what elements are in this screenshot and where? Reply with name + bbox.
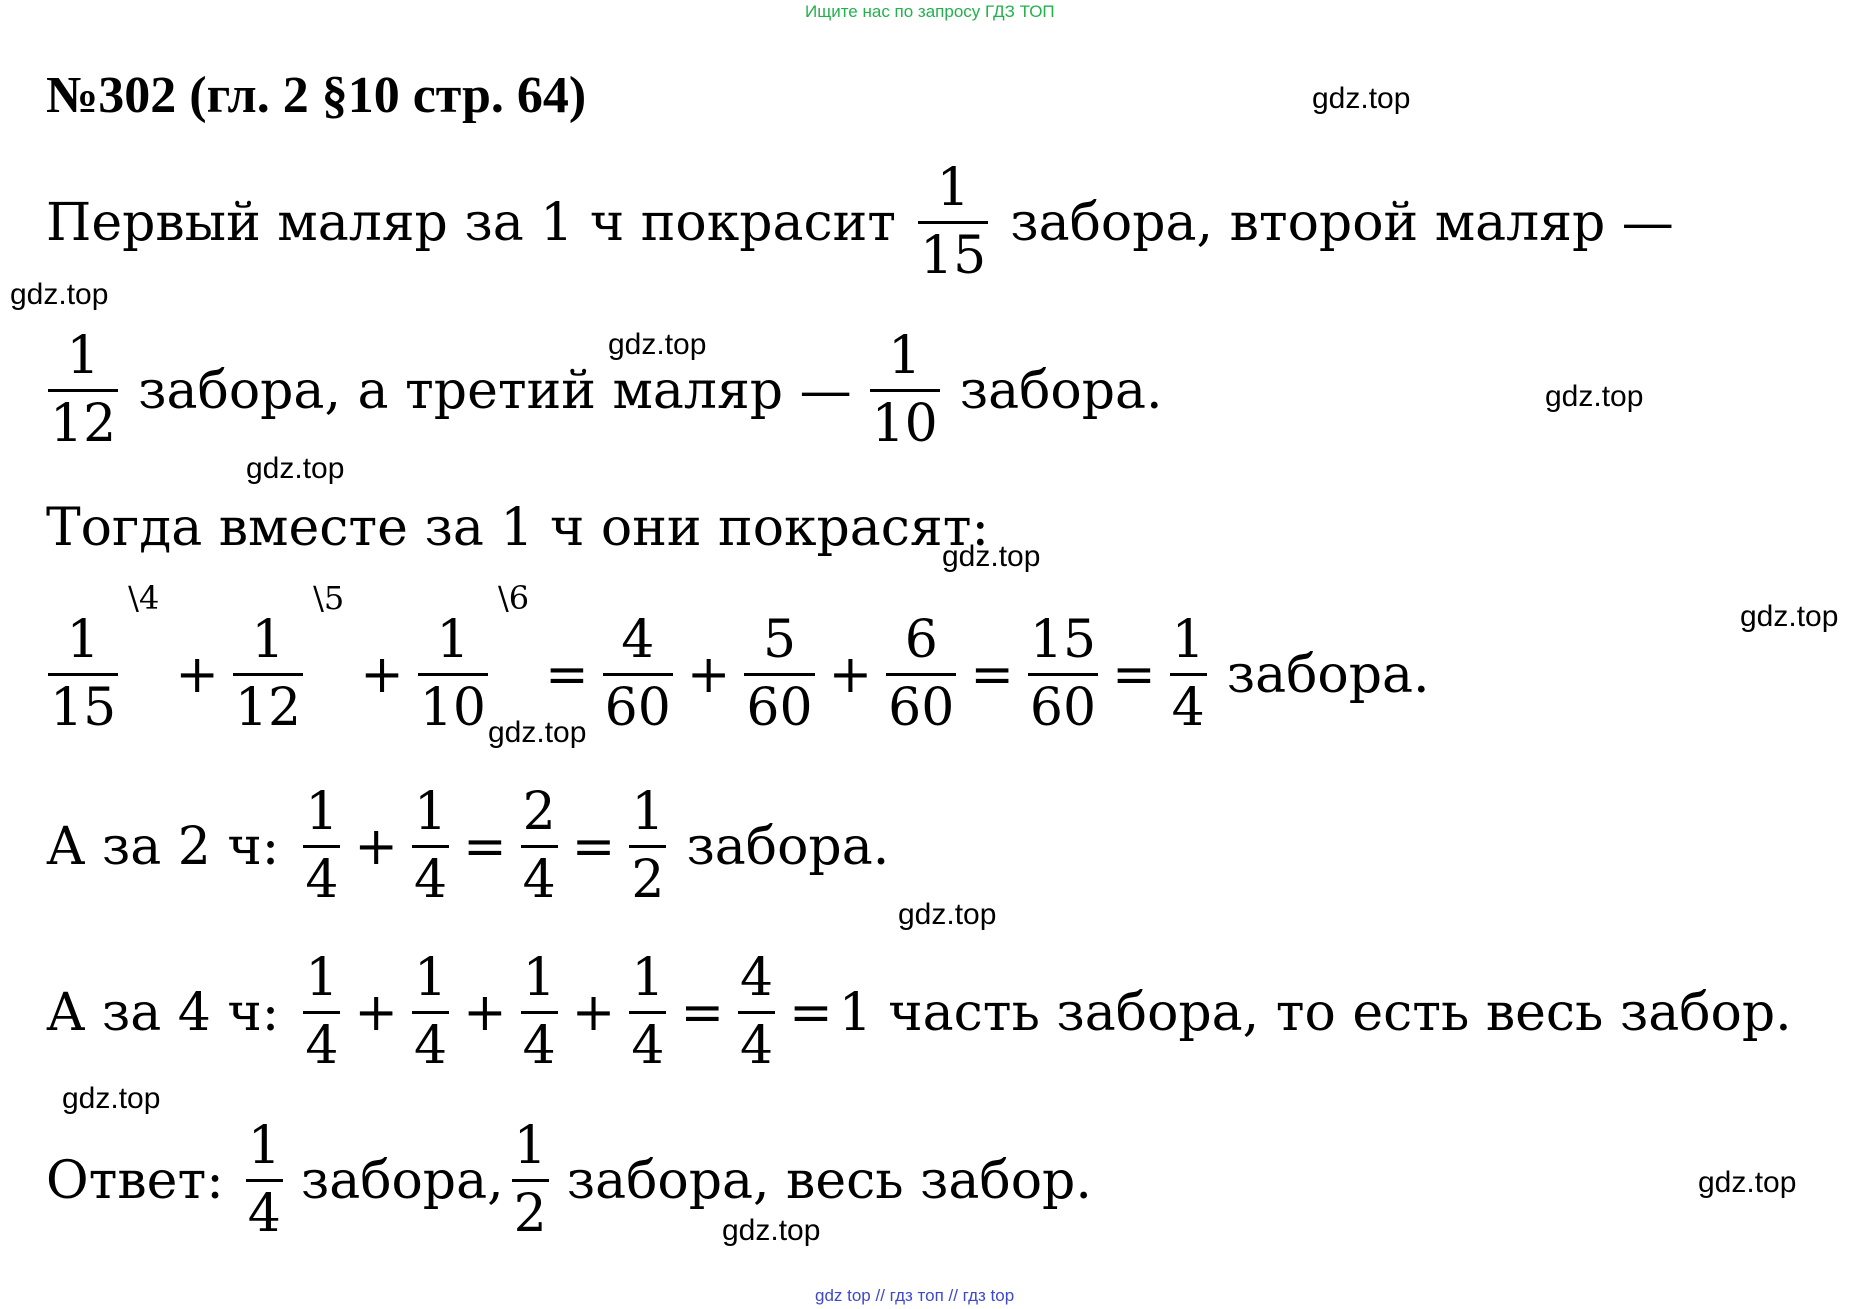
fraction: [1028, 612, 1098, 737]
numerator: 6: [904, 610, 938, 670]
watermark: gdz.top: [608, 328, 707, 361]
denominator: 4: [412, 845, 449, 909]
answer-line: [46, 1118, 1092, 1243]
fraction: [918, 160, 988, 285]
numerator: 1: [513, 1116, 547, 1176]
fraction: [246, 1118, 283, 1243]
fraction: [412, 950, 449, 1075]
denominator: 4: [738, 1011, 775, 1075]
denominator: 60: [886, 673, 956, 737]
watermark: gdz.top: [488, 716, 587, 749]
line6-label: А за 4 ч:: [46, 982, 280, 1043]
numerator: 1: [305, 782, 339, 842]
fraction: [521, 784, 558, 909]
watermark: gdz.top: [942, 540, 1041, 573]
plus-sign: +: [571, 982, 616, 1043]
line2-text-a: забора, а третий маляр —: [138, 360, 852, 421]
numerator: 4: [740, 948, 774, 1008]
fraction: [521, 950, 558, 1075]
fraction: [412, 784, 449, 909]
watermark: gdz.top: [898, 898, 997, 931]
equals-sign: =: [789, 982, 833, 1043]
fraction: [418, 612, 488, 737]
answer-mid: забора,: [300, 1150, 504, 1211]
plus-sign: +: [354, 982, 398, 1043]
denominator: 4: [412, 1011, 449, 1075]
numerator: 1: [414, 782, 448, 842]
line1-text-b: забора, второй маляр —: [1010, 192, 1674, 253]
denominator: 4: [303, 845, 340, 909]
numerator: 5: [762, 610, 797, 670]
watermark: gdz.top: [1698, 1166, 1797, 1199]
line5-label: А за 2 ч:: [46, 816, 280, 877]
denominator: 60: [744, 673, 814, 737]
numerator: 1: [1171, 610, 1205, 670]
numerator: 1: [631, 948, 665, 1008]
page-title: №302 (гл. 2 §10 стр. 64): [46, 67, 587, 124]
watermark: gdz.top: [246, 452, 345, 485]
line5-tail: забора.: [686, 816, 890, 877]
plus-sign: +: [175, 644, 219, 705]
text-line-2: [40, 328, 1163, 453]
denominator: 2: [512, 1179, 549, 1243]
fraction: [512, 1118, 549, 1243]
plus-sign: +: [354, 816, 398, 877]
watermark: gdz.top: [62, 1082, 161, 1115]
equals-sign: =: [680, 982, 725, 1043]
denominator: 4: [246, 1179, 283, 1243]
equation-line-4: [40, 579, 1430, 739]
denominator: 12: [48, 389, 118, 453]
plus-sign: +: [828, 644, 873, 705]
bottom-note: gdz top // гдз топ // гдз top: [815, 1286, 1015, 1305]
equals-sign: =: [571, 816, 616, 877]
answer-tail: забора, весь забор.: [566, 1150, 1092, 1211]
fraction: [48, 328, 118, 453]
text-line-1: [46, 160, 1674, 285]
denominator: 10: [870, 389, 940, 453]
numerator: 1: [66, 610, 100, 670]
fraction: [629, 950, 666, 1075]
denominator: 4: [521, 1011, 558, 1075]
numerator: 4: [621, 610, 655, 670]
fraction: [603, 612, 673, 737]
numerator: 1: [936, 158, 970, 218]
denominator: 4: [303, 1011, 340, 1075]
denominator: 60: [1028, 673, 1098, 737]
equals-sign: =: [545, 644, 589, 705]
numerator: 1: [247, 1116, 281, 1176]
plus-sign: +: [360, 644, 404, 705]
denominator: 4: [1170, 673, 1207, 737]
watermark: gdz.top: [722, 1214, 821, 1247]
watermark: gdz.top: [1545, 380, 1644, 413]
equals-sign: =: [1112, 644, 1156, 705]
plus-sign: +: [686, 644, 731, 705]
numerator: 1: [66, 326, 100, 386]
plus-sign: +: [463, 982, 507, 1043]
line2-text-b: забора.: [959, 360, 1163, 421]
top-note: Ищите нас по запросу ГДЗ ТОП: [805, 2, 1055, 21]
denominator: 12: [233, 673, 303, 737]
denominator: 10: [418, 673, 488, 737]
fraction: [48, 612, 118, 737]
line3-text: Тогда вместе за 1 ч они покрасят:: [46, 498, 990, 558]
denominator: 15: [48, 673, 118, 737]
fraction: [1170, 612, 1207, 737]
fraction: [303, 950, 340, 1075]
equation-line-5: [46, 784, 889, 909]
line1-text-a: Первый маляр за 1 ч покрасит: [46, 192, 897, 253]
denominator: 60: [603, 673, 673, 737]
watermark: gdz.top: [1740, 600, 1839, 633]
equals-sign: =: [970, 644, 1014, 705]
answer-label: Ответ:: [46, 1150, 224, 1211]
watermark: gdz.top: [10, 278, 109, 311]
numerator: 15: [1029, 610, 1097, 670]
denominator: 2: [629, 845, 666, 909]
fraction: [870, 328, 940, 453]
fraction: [886, 612, 956, 737]
line4-tail: забора.: [1226, 644, 1430, 705]
fraction: [744, 612, 814, 737]
fraction: [303, 784, 340, 909]
extra-factor: \6: [497, 579, 530, 617]
equation-line-6: [46, 950, 1792, 1075]
numerator: 1: [414, 948, 448, 1008]
denominator: 15: [918, 221, 988, 285]
numerator: 1: [631, 782, 665, 842]
fraction: [233, 612, 303, 737]
watermark: gdz.top: [1312, 82, 1411, 115]
numerator: 1: [305, 948, 339, 1008]
numerator: 1: [888, 326, 922, 386]
line6-tail: 1 часть забора, то есть весь забор.: [838, 982, 1792, 1043]
fraction: [629, 784, 666, 909]
extra-factor: \5: [313, 579, 345, 617]
extra-factor: \4: [128, 579, 160, 617]
denominator: 4: [521, 845, 558, 909]
numerator: 2: [522, 782, 556, 842]
equals-sign: =: [463, 816, 507, 877]
fraction: [738, 950, 775, 1075]
text-line-3: [46, 498, 990, 558]
numerator: 1: [251, 610, 285, 670]
denominator: 4: [629, 1011, 666, 1075]
numerator: 1: [436, 610, 470, 670]
numerator: 1: [522, 948, 556, 1008]
